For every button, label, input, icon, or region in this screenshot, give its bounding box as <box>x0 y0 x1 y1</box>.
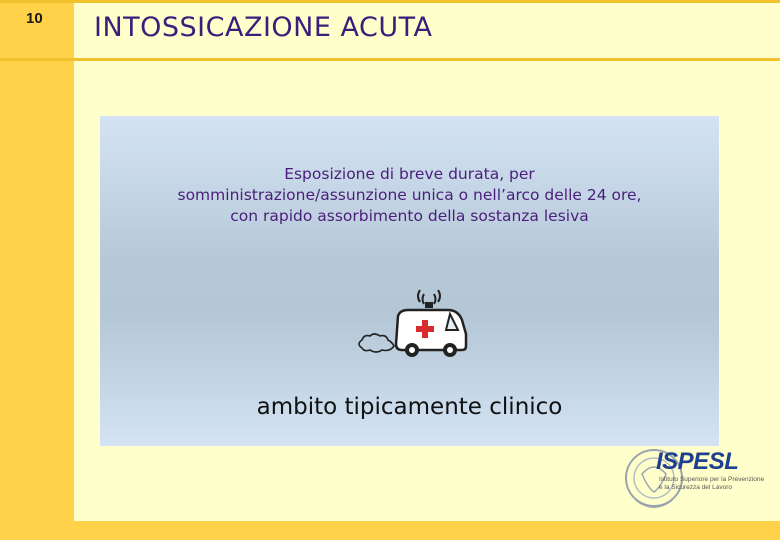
description-line: Esposizione di breve durata, per <box>284 165 535 183</box>
logo-name: ISPESL <box>656 448 739 475</box>
top-divider <box>0 0 780 3</box>
content-panel <box>100 116 719 446</box>
logo-subtitle <box>659 476 777 492</box>
description <box>100 164 719 227</box>
slide-number: 10 <box>26 10 43 27</box>
scope-label: ambito tipicamente clinico <box>256 394 563 420</box>
left-accent-bar <box>0 0 74 540</box>
logo-subtitle-line: Istituto Superiore per la Prevenzione <box>659 476 765 483</box>
title-divider <box>0 58 780 61</box>
logo-subtitle-line: e la Sicurezza del Lavoro <box>659 484 732 491</box>
ambulance-icon <box>354 288 474 368</box>
bottom-accent-bar <box>74 521 780 540</box>
slide-title: INTOSSICAZIONE ACUTA <box>94 12 433 43</box>
description-line: somministrazione/assunzione unica o nell’arco delle 24 ore, <box>177 186 642 204</box>
description-line: con rapido assorbimento della sostanza lesiva <box>230 207 589 225</box>
